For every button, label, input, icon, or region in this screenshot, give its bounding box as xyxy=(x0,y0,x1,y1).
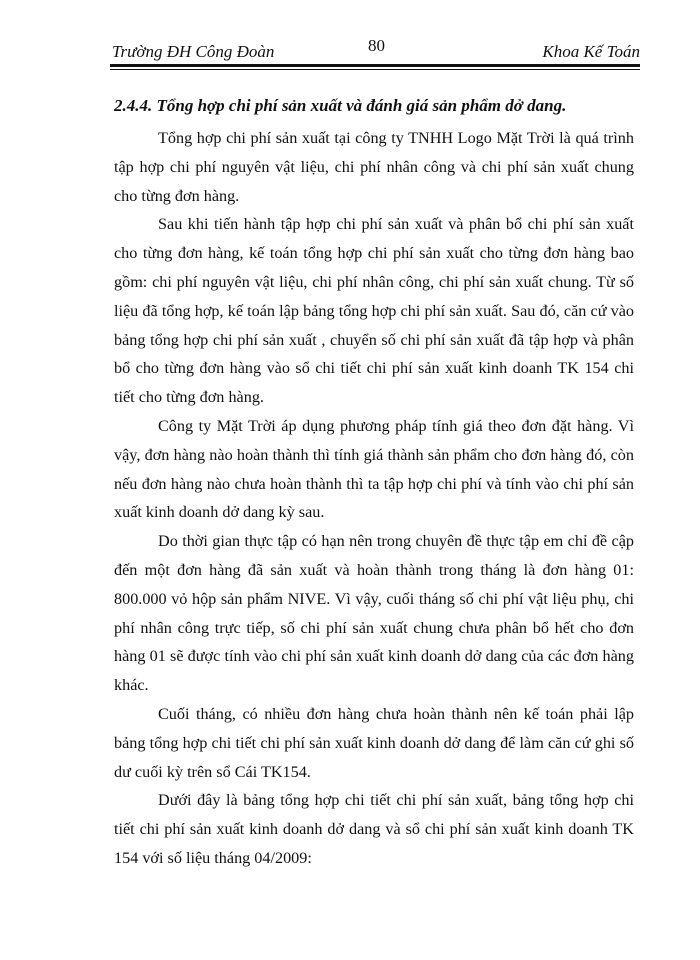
page-number: 80 xyxy=(368,36,385,55)
paragraph-1: Tổng hợp chi phí sản xuất tại công ty TNHH Logo Mặt Trời là quá trình tập hợp chi phí nguyên vật liệu, chi phí nhân công và chi phí sản xuất chung cho từng đơn hàng. xyxy=(114,129,634,205)
section-heading: 2.4.4. Tổng hợp chi phí sản xuất và đánh giá sản phẩm dở dang. xyxy=(114,96,567,115)
paragraph-5: Cuối tháng, có nhiều đơn hàng chưa hoàn thành nên kế toán phải lập bảng tổng hợp chi tiết chi phí sản xuất kinh doanh dở dang để làm căn cứ ghi số dư cuối kỳ trên sổ Cái TK154. xyxy=(114,704,634,781)
paragraph-3: Công ty Mặt Trời áp dụng phương pháp tính giá theo đơn đặt hàng. Vì vậy, đơn hàng nào hoàn thành thì tính giá thành sản phẩm cho đơn hàng đó, còn nếu đơn hàng nào chưa hoàn thành thì ta tập hợp chi phí và tính vào chi phí sản xuất kinh doanh dở dang kỳ sau. xyxy=(114,416,634,522)
paragraph-4: Do thời gian thực tập có hạn nên trong chuyên đề thực tập em chỉ đề cập đến một đơn hàng đã sản xuất và hoàn thành trong tháng là đơn hàng 01: 800.000 vỏ hộp sản phẩm NIVE. Vì vậy, cuối tháng số chi phí vật liệu phụ, chi phí nhân công trực tiếp, số chi phí sản xuất chung chưa phân bổ hết cho đơn hàng 01 sẽ được tính vào chi phí sản xuất kinh doanh dở dang của các đơn hàng khác. xyxy=(114,532,634,695)
paragraph-6: Dưới đây là bảng tổng hợp chi tiết chi phí sản xuất, bảng tổng hợp chi tiết chi phí sản xuất kinh doanh dở dang và sổ chi phí sản xuất kinh doanh TK 154 với số liệu tháng 04/2009: xyxy=(114,791,634,867)
page-body xyxy=(114,92,634,873)
header-rule-thin xyxy=(110,69,640,70)
paragraph-2: Sau khi tiến hành tập hợp chi phí sản xuất và phân bổ chi phí sản xuất cho từng đơn hàng, kế toán tổng hợp chi phí sản xuất cho từng đơn hàng bao gồm: chi phí nguyên vật liệu, chi phí nhân công, chi phí sản xuất chung. Từ số liệu đã tổng hợp, kế toán lập bảng tổng hợp chi phí sản xuất. Sau đó, căn cứ vào bảng tổng hợp chi phí sản xuất , chuyển số chi phí sản xuất đã tập hợp và phân bổ cho từng đơn hàng vào sổ chi tiết chi phí sản xuất kinh doanh TK 154 chi tiết cho từng đơn hàng. xyxy=(114,215,634,407)
page-header xyxy=(110,36,640,66)
header-school-name: Trường ĐH Công Đoàn xyxy=(112,42,275,61)
header-rule-thick xyxy=(110,64,640,67)
header-faculty-name: Khoa Kế Toán xyxy=(542,42,640,61)
